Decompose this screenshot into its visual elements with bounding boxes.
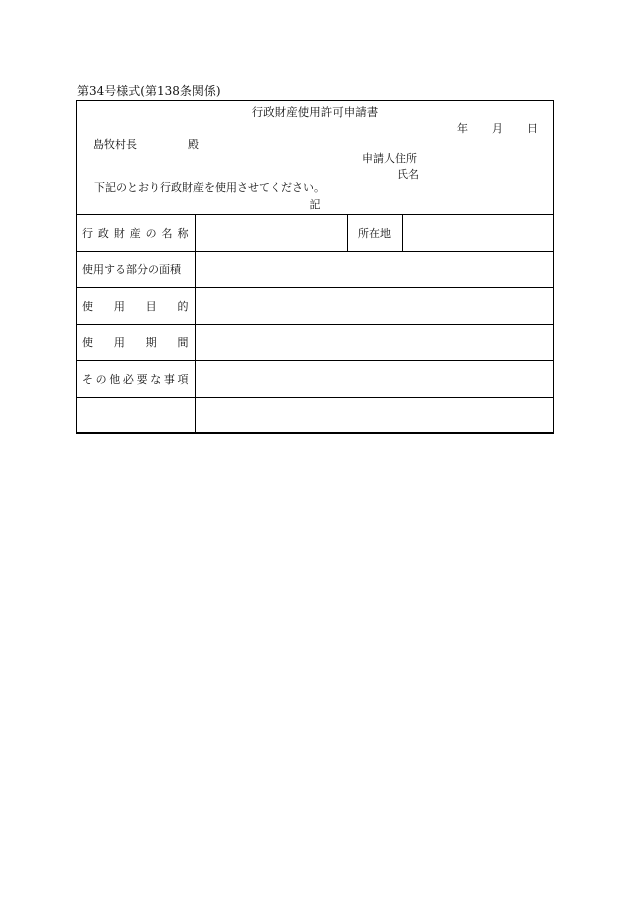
label-char: 目 — [145, 299, 157, 313]
period-label — [77, 334, 195, 350]
label-cell — [77, 215, 195, 252]
label-char: 必 — [122, 372, 134, 386]
location-label: 所在地 — [347, 215, 402, 252]
purpose-field[interactable] — [195, 288, 553, 325]
label-char: 要 — [136, 372, 148, 386]
label-char: の — [145, 226, 157, 240]
label-char: 行 — [82, 226, 93, 240]
request-text: 下記のとおり行政財産を使用させてください。 — [94, 181, 325, 194]
form-title: 行政財産使用許可申請書 — [251, 105, 379, 119]
label-char: 使 — [82, 336, 93, 350]
label-cell — [77, 324, 195, 361]
label-char: 称 — [177, 226, 189, 240]
table-row — [77, 288, 553, 325]
label-char: 間 — [177, 336, 189, 350]
label-cell — [77, 361, 195, 398]
ki-heading: 記 — [309, 198, 321, 211]
label-char: 財 — [113, 226, 125, 240]
purpose-label — [77, 298, 195, 314]
other-field[interactable] — [195, 361, 553, 398]
table-row — [77, 215, 553, 252]
form-header — [77, 101, 553, 214]
label-char: な — [150, 372, 162, 386]
label-char: の — [95, 372, 107, 386]
date-day: 日 — [527, 122, 538, 135]
label-char: 的 — [177, 299, 189, 313]
location-field[interactable] — [402, 215, 553, 252]
label-cell — [77, 251, 195, 288]
label-char: 産 — [129, 226, 141, 240]
application-form — [76, 100, 554, 434]
label-char: 用 — [113, 299, 125, 313]
details-table — [77, 214, 553, 433]
label-char: 使 — [82, 299, 93, 313]
form-number: 第34号様式(第138条関係) — [77, 84, 221, 98]
addressee: 島牧村長 — [93, 138, 137, 151]
other-label — [77, 371, 195, 387]
addressee-suffix: 殿 — [188, 138, 199, 151]
label-char: そ — [82, 372, 93, 386]
label-char: 期 — [145, 336, 157, 350]
label-char: 用 — [113, 336, 125, 350]
label-char: 項 — [177, 372, 189, 386]
area-field[interactable] — [195, 251, 553, 288]
date-month: 月 — [492, 122, 503, 135]
table-row — [77, 397, 553, 433]
period-field[interactable] — [195, 324, 553, 361]
label-char: 他 — [109, 372, 121, 386]
label-cell — [77, 288, 195, 325]
blank-field[interactable] — [195, 397, 553, 433]
table-row — [77, 361, 553, 398]
blank-label-cell — [77, 397, 195, 433]
date-year: 年 — [457, 122, 468, 135]
label-char: 政 — [97, 226, 109, 240]
property-name-label — [77, 225, 195, 241]
applicant-address-label: 申請人住所 — [362, 152, 417, 165]
label-char: 名 — [161, 226, 173, 240]
area-label: 使用する部分の面積 — [82, 263, 181, 277]
property-name-field[interactable] — [195, 215, 347, 252]
table-row — [77, 324, 553, 361]
applicant-name-label: 氏名 — [397, 168, 419, 181]
table-row — [77, 251, 553, 288]
label-char: 事 — [163, 372, 175, 386]
